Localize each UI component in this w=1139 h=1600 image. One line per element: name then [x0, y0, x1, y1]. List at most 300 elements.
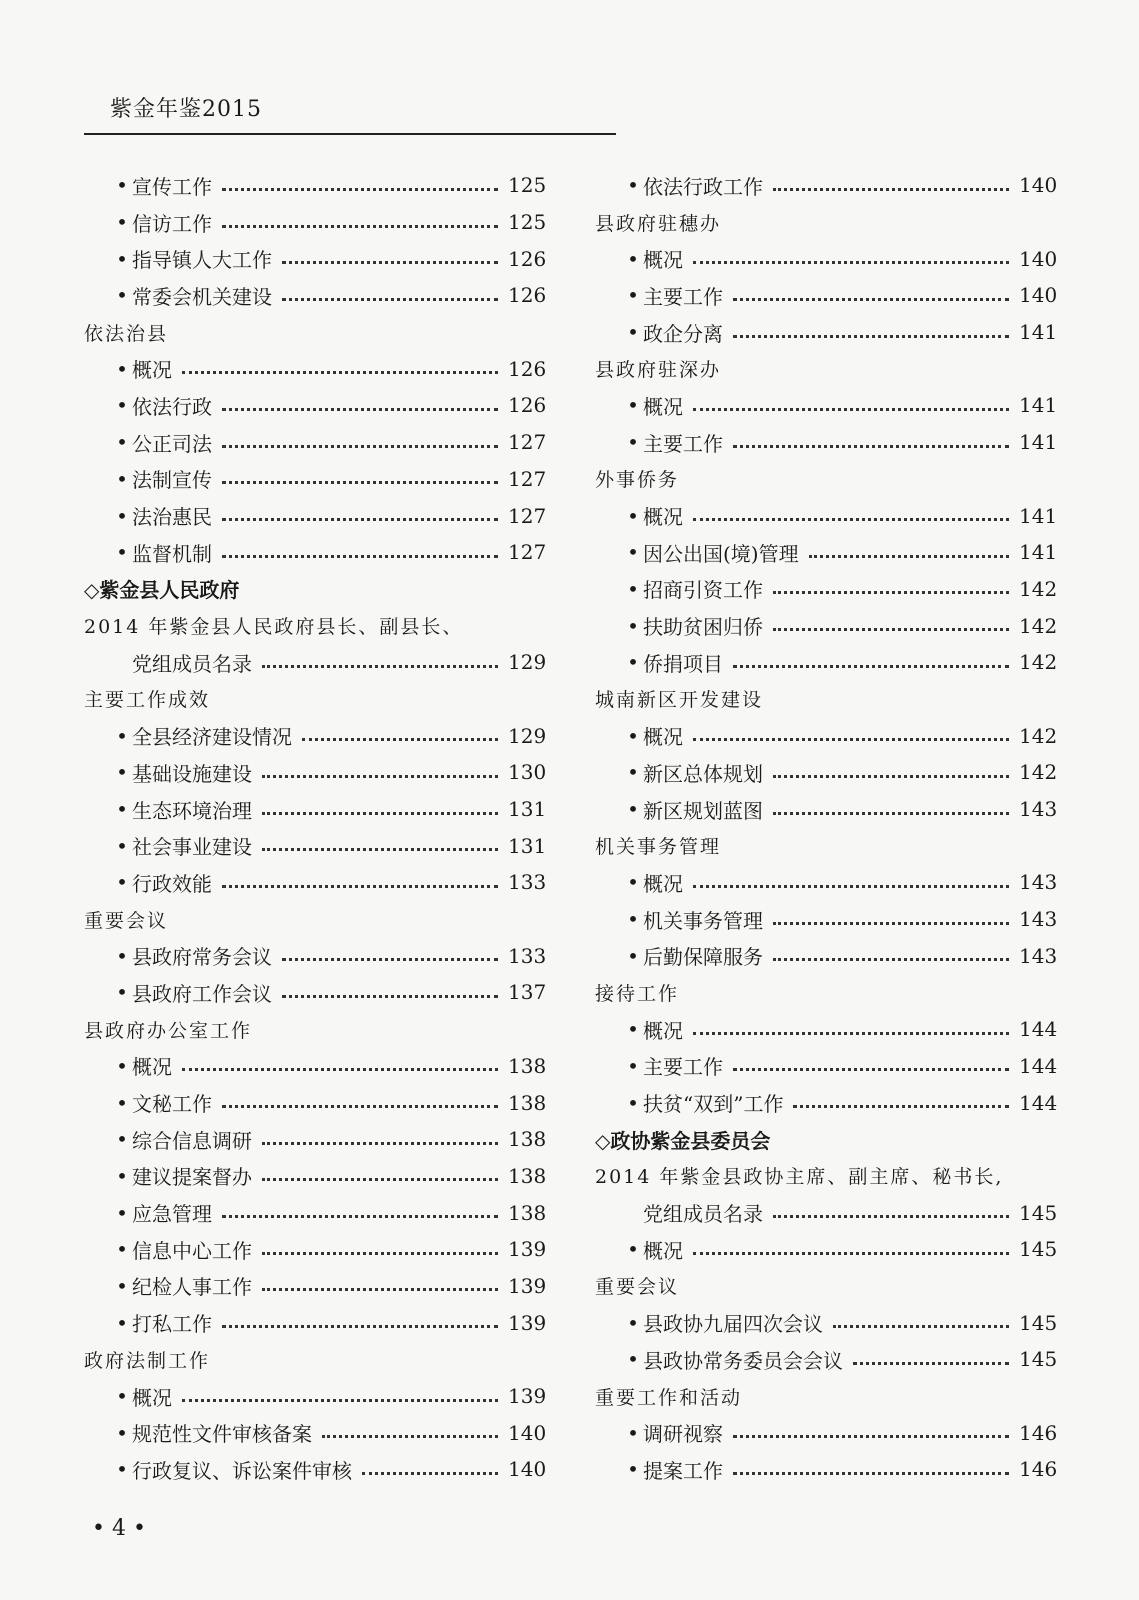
- dot-leader: [773, 591, 1009, 594]
- dot-leader: [693, 885, 1009, 888]
- toc-entry-page: 141: [1019, 540, 1058, 565]
- toc-entry: [595, 607, 1058, 644]
- bullet-icon: •: [116, 943, 128, 968]
- toc-entry: [595, 754, 1058, 791]
- toc-column-left: [84, 167, 547, 1488]
- bullet-icon: •: [627, 246, 639, 271]
- dot-leader: [222, 1105, 498, 1108]
- toc-entry-page: 131: [508, 833, 547, 858]
- bullet-icon: •: [116, 1200, 128, 1225]
- toc-entry: [84, 791, 547, 828]
- toc-entry-label: 县政协常务委员会会议: [643, 1348, 843, 1373]
- toc-entry: [84, 1194, 547, 1231]
- toc-entry: [595, 1194, 1058, 1231]
- toc-entry-page: 127: [508, 540, 547, 565]
- bullet-icon: •: [627, 1347, 639, 1372]
- bullet-icon: •: [627, 1420, 639, 1445]
- dot-leader: [262, 1252, 498, 1255]
- toc-entry: [84, 1231, 547, 1268]
- page-number: • 4 •: [92, 1516, 146, 1541]
- toc-entry-page: 144: [1019, 1017, 1058, 1042]
- toc-entry-label: 调研视察: [643, 1422, 723, 1447]
- dot-leader: [222, 481, 498, 484]
- toc-entry: [595, 1011, 1058, 1048]
- dot-leader: [302, 738, 498, 741]
- bullet-icon: •: [116, 430, 128, 455]
- toc-entry-page: 139: [508, 1310, 547, 1335]
- toc-entry-page: 131: [508, 797, 547, 822]
- toc-entry-label: 信息中心工作: [132, 1238, 252, 1263]
- dot-leader: [733, 1068, 1009, 1071]
- bullet-icon: •: [627, 430, 639, 455]
- toc-entry: [595, 791, 1058, 828]
- toc-section-heading: [84, 901, 544, 938]
- dot-leader: [262, 775, 498, 778]
- dot-leader: [362, 1472, 498, 1475]
- dot-leader: [182, 1068, 498, 1071]
- dot-leader: [833, 1325, 1009, 1328]
- bullet-icon: •: [116, 797, 128, 822]
- toc-entry-page: 144: [1019, 1090, 1058, 1115]
- toc-entry-page: 140: [508, 1457, 547, 1482]
- toc-entry: [84, 864, 547, 901]
- toc-section-heading: [84, 314, 544, 351]
- dot-leader: [773, 812, 1009, 815]
- toc-entry-label: 扶助贫困归侨: [643, 615, 763, 640]
- toc-entry-page: 145: [1019, 1347, 1058, 1372]
- bullet-icon: •: [627, 1017, 639, 1042]
- toc-entry-page: 138: [508, 1053, 547, 1078]
- toc-entry: [84, 717, 547, 754]
- toc-heading-label: 政府法制工作: [84, 1349, 211, 1372]
- toc-entry-label: 法治惠民: [132, 505, 212, 530]
- toc-section-heading: [595, 461, 1055, 498]
- bullet-icon: •: [116, 1053, 128, 1078]
- toc-entry-label: 新区规划蓝图: [643, 798, 763, 823]
- bullet-icon: •: [116, 833, 128, 858]
- toc-entry-page: 142: [1019, 613, 1058, 638]
- dot-leader: [222, 555, 498, 558]
- toc-entry: [595, 1451, 1058, 1488]
- toc-column-right: [595, 167, 1058, 1488]
- dot-leader: [809, 555, 1009, 558]
- toc-entry-page: 126: [508, 356, 547, 381]
- toc-section-heading: [595, 350, 1055, 387]
- toc-entry-page: 130: [508, 760, 547, 785]
- toc-section-heading: [595, 681, 1055, 718]
- toc-entry-label: 县政府工作会议: [132, 981, 272, 1006]
- toc-entry: [84, 1378, 547, 1415]
- bullet-icon: •: [627, 283, 639, 308]
- toc-entry-label: 县政协九届四次会议: [643, 1312, 823, 1337]
- toc-entry: [595, 424, 1058, 461]
- toc-entry-page: 126: [508, 393, 547, 418]
- toc-entry-page: 140: [1019, 283, 1058, 308]
- dot-leader: [693, 261, 1009, 264]
- toc-entry-page: 139: [508, 1273, 547, 1298]
- toc-entry: [84, 1158, 547, 1195]
- bullet-icon: •: [116, 760, 128, 785]
- toc-entry-label: 行政效能: [132, 871, 212, 896]
- toc-entry: [84, 277, 547, 314]
- toc-section-heading: [84, 1341, 544, 1378]
- bullet-icon: •: [627, 797, 639, 822]
- toc-entry-page: 142: [1019, 760, 1058, 785]
- toc-entry-page: 138: [508, 1090, 547, 1115]
- toc-section-heading: [595, 1268, 1055, 1305]
- toc-entry-label: 概况: [643, 1018, 683, 1043]
- bullet-icon: •: [627, 907, 639, 932]
- dot-leader: [182, 371, 498, 374]
- dot-leader: [222, 408, 498, 411]
- dot-leader: [262, 1288, 498, 1291]
- toc-entry: [84, 387, 547, 424]
- toc-entry-label: 概况: [132, 1385, 172, 1410]
- bullet-icon: •: [627, 540, 639, 565]
- toc-entry: [595, 534, 1058, 571]
- toc-entry: [595, 1414, 1058, 1451]
- toc-entry-label: 侨捐项目: [643, 651, 723, 676]
- running-header: 紫金年鉴2015: [110, 97, 262, 122]
- toc-entry: [84, 644, 547, 681]
- dot-leader: [222, 188, 498, 191]
- toc-entry-page: 139: [508, 1237, 547, 1262]
- toc-heading-label: 2014 年紫金县人民政府县长、副县长、: [84, 616, 464, 639]
- bullet-icon: •: [116, 1310, 128, 1335]
- dot-leader: [282, 261, 498, 264]
- dot-leader: [773, 775, 1009, 778]
- bullet-icon: •: [116, 540, 128, 565]
- dot-leader: [282, 298, 498, 301]
- dot-leader: [733, 335, 1009, 338]
- bullet-icon: •: [116, 1457, 128, 1482]
- toc-major-heading: [595, 1121, 1055, 1158]
- toc-entry-page: 142: [1019, 576, 1058, 601]
- bullet-icon: •: [627, 723, 639, 748]
- toc-section-heading: [595, 974, 1055, 1011]
- toc-entry: [84, 1048, 547, 1085]
- toc-entry-label: 县政府常务会议: [132, 945, 272, 970]
- toc-entry-page: 133: [508, 870, 547, 895]
- bullet-icon: •: [627, 1053, 639, 1078]
- toc-entry-page: 141: [1019, 320, 1058, 345]
- bullet-icon: •: [627, 1237, 639, 1262]
- toc-entry-page: 127: [508, 430, 547, 455]
- toc-entry: [595, 240, 1058, 277]
- toc-entry-page: 140: [1019, 246, 1058, 271]
- toc-entry-page: 142: [1019, 650, 1058, 675]
- bullet-icon: •: [116, 1420, 128, 1445]
- toc-entry-page: 137: [508, 980, 547, 1005]
- dot-leader: [733, 298, 1009, 301]
- toc-entry-page: 145: [1019, 1310, 1058, 1335]
- toc-entry-label: 依法行政工作: [643, 174, 763, 199]
- dot-leader: [282, 958, 498, 961]
- toc-entry-label: 概况: [132, 1055, 172, 1080]
- toc-entry-label: 依法行政: [132, 394, 212, 419]
- toc-entry-label: 纪检人事工作: [132, 1275, 252, 1300]
- toc-heading-label: 城南新区开发建设: [595, 689, 764, 712]
- toc-entry-page: 138: [508, 1163, 547, 1188]
- toc-entry: [595, 1304, 1058, 1341]
- toc-entry-page: 127: [508, 466, 547, 491]
- toc-entry: [84, 350, 547, 387]
- bullet-icon: •: [116, 246, 128, 271]
- bullet-icon: •: [116, 1237, 128, 1262]
- dot-leader: [262, 665, 498, 668]
- toc-entry-label: 概况: [643, 725, 683, 750]
- toc-entry: [595, 901, 1058, 938]
- toc-entry-label: 信访工作: [132, 211, 212, 236]
- toc-heading-label: 县政府办公室工作: [84, 1019, 253, 1042]
- toc-entry: [84, 1304, 547, 1341]
- toc-entry-label: 概况: [643, 248, 683, 273]
- toc-entry-page: 145: [1019, 1200, 1058, 1225]
- toc-entry-page: 133: [508, 943, 547, 968]
- bullet-icon: •: [627, 870, 639, 895]
- bullet-icon: •: [116, 1163, 128, 1188]
- bullet-icon: •: [116, 466, 128, 491]
- bullet-icon: •: [116, 1090, 128, 1115]
- toc-heading-label: 重要工作和活动: [595, 1386, 743, 1409]
- toc-entry-label: 行政复议、诉讼案件审核: [132, 1458, 352, 1483]
- toc-section-heading: [595, 1158, 1055, 1195]
- bullet-icon: •: [116, 1127, 128, 1152]
- dot-leader: [693, 408, 1009, 411]
- dot-leader: [222, 518, 498, 521]
- bullet-icon: •: [627, 760, 639, 785]
- bullet-icon: •: [627, 613, 639, 638]
- dot-leader: [773, 1215, 1009, 1218]
- dot-leader: [773, 188, 1009, 191]
- toc-entry-label: 招商引资工作: [643, 578, 763, 603]
- toc-entry-label: 概况: [643, 394, 683, 419]
- toc-entry: [84, 974, 547, 1011]
- toc-heading-label: 机关事务管理: [595, 836, 722, 859]
- bullet-icon: •: [627, 1457, 639, 1482]
- toc-entry-label: 党组成员名录: [643, 1202, 763, 1227]
- toc-entry-label: 扶贫“双到”工作: [643, 1092, 784, 1117]
- dot-leader: [693, 1252, 1009, 1255]
- toc-entry: [84, 204, 547, 241]
- toc-section-heading: [84, 681, 544, 718]
- toc-entry: [84, 1121, 547, 1158]
- toc-entry: [84, 1268, 547, 1305]
- dot-leader: [773, 958, 1009, 961]
- dot-leader: [693, 1032, 1009, 1035]
- dot-leader: [733, 1435, 1009, 1438]
- toc-entry-label: 后勤保障服务: [643, 945, 763, 970]
- toc-entry-page: 138: [508, 1200, 547, 1225]
- toc-entry-label: 党组成员名录: [132, 651, 252, 676]
- dot-leader: [322, 1435, 498, 1438]
- toc-entry-label: 监督机制: [132, 541, 212, 566]
- dot-leader: [853, 1362, 1009, 1365]
- toc-entry: [595, 167, 1058, 204]
- toc-entry-label: 新区总体规划: [643, 761, 763, 786]
- bullet-icon: •: [116, 503, 128, 528]
- toc-heading-label: 接待工作: [595, 982, 680, 1005]
- toc-entry-page: 146: [1019, 1420, 1058, 1445]
- toc-entry: [595, 1231, 1058, 1268]
- toc-entry-label: 概况: [643, 1238, 683, 1263]
- toc-section-heading: [595, 827, 1055, 864]
- toc-heading-label: ◇紫金县人民政府: [84, 578, 240, 603]
- toc-entry-page: 145: [1019, 1237, 1058, 1262]
- toc-entry-page: 141: [1019, 430, 1058, 455]
- toc-entry-label: 文秘工作: [132, 1092, 212, 1117]
- toc-entry-label: 机关事务管理: [643, 908, 763, 933]
- toc-entry: [595, 644, 1058, 681]
- dot-leader: [262, 1178, 498, 1181]
- bullet-icon: •: [116, 356, 128, 381]
- bullet-icon: •: [627, 393, 639, 418]
- toc-entry: [595, 937, 1058, 974]
- toc-entry-page: 143: [1019, 870, 1058, 895]
- bullet-icon: •: [627, 1090, 639, 1115]
- dot-leader: [262, 848, 498, 851]
- dot-leader: [222, 885, 498, 888]
- toc-entry: [84, 827, 547, 864]
- dot-leader: [222, 1215, 498, 1218]
- toc-entry-label: 提案工作: [643, 1458, 723, 1483]
- toc-entry-label: 主要工作: [643, 431, 723, 456]
- toc-entry-label: 法制宣传: [132, 468, 212, 493]
- bullet-icon: •: [116, 393, 128, 418]
- toc-entry: [84, 534, 547, 571]
- toc-entry-label: 主要工作: [643, 284, 723, 309]
- toc-heading-label: 县政府驻穗办: [595, 212, 722, 235]
- dot-leader: [793, 1105, 1009, 1108]
- toc-entry-page: 143: [1019, 797, 1058, 822]
- toc-entry-page: 129: [508, 723, 547, 748]
- toc-entry-label: 概况: [132, 358, 172, 383]
- toc-entry-label: 应急管理: [132, 1202, 212, 1227]
- toc-entry: [595, 387, 1058, 424]
- dot-leader: [693, 738, 1009, 741]
- toc-entry-label: 社会事业建设: [132, 835, 252, 860]
- bullet-icon: •: [116, 283, 128, 308]
- toc-entry: [84, 240, 547, 277]
- toc-entry-page: 125: [508, 210, 547, 235]
- toc-entry-page: 144: [1019, 1053, 1058, 1078]
- toc-entry-page: 138: [508, 1127, 547, 1152]
- toc-section-heading: [84, 1011, 544, 1048]
- toc-heading-label: 外事侨务: [595, 469, 680, 492]
- toc-entry-page: 141: [1019, 393, 1058, 418]
- toc-major-heading: [84, 571, 544, 608]
- toc-heading-label: 2014 年紫金县政协主席、副主席、秘书长,: [595, 1166, 1004, 1189]
- dot-leader: [733, 1472, 1009, 1475]
- toc-entry-page: 139: [508, 1384, 547, 1409]
- toc-entry: [595, 314, 1058, 351]
- dot-leader: [733, 445, 1009, 448]
- toc-entry-page: 125: [508, 173, 547, 198]
- dot-leader: [693, 518, 1009, 521]
- toc-entry-label: 因公出国(境)管理: [643, 541, 799, 566]
- toc-entry-label: 政企分离: [643, 321, 723, 346]
- bullet-icon: •: [627, 576, 639, 601]
- toc-entry-label: 全县经济建设情况: [132, 725, 292, 750]
- toc-entry: [84, 497, 547, 534]
- toc-entry: [84, 1084, 547, 1121]
- dot-leader: [282, 995, 498, 998]
- toc-entry-label: 生态环境治理: [132, 798, 252, 823]
- header-rule: [84, 133, 616, 135]
- toc-entry-page: 141: [1019, 503, 1058, 528]
- toc-entry-page: 127: [508, 503, 547, 528]
- toc-entry-label: 规范性文件审核备案: [132, 1422, 312, 1447]
- dot-leader: [222, 225, 498, 228]
- toc-section-heading: [595, 1378, 1055, 1415]
- toc-entry-label: 基础设施建设: [132, 761, 252, 786]
- toc-entry: [595, 1084, 1058, 1121]
- toc-entry: [84, 1451, 547, 1488]
- toc-entry: [84, 754, 547, 791]
- dot-leader: [773, 922, 1009, 925]
- toc-entry-page: 129: [508, 650, 547, 675]
- toc-heading-label: 重要会议: [84, 909, 169, 932]
- toc-heading-label: ◇政协紫金县委员会: [595, 1128, 771, 1153]
- toc-entry-label: 概况: [643, 505, 683, 530]
- bullet-icon: •: [116, 210, 128, 235]
- bullet-icon: •: [116, 723, 128, 748]
- toc-entry: [84, 167, 547, 204]
- toc-section-heading: [595, 204, 1055, 241]
- toc-entry: [84, 1414, 547, 1451]
- bullet-icon: •: [627, 943, 639, 968]
- toc-entry-label: 公正司法: [132, 431, 212, 456]
- dot-leader: [182, 1399, 498, 1402]
- toc-entry: [595, 571, 1058, 608]
- toc-entry-page: 140: [1019, 173, 1058, 198]
- toc-heading-label: 主要工作成效: [84, 689, 211, 712]
- toc-entry-label: 综合信息调研: [132, 1128, 252, 1153]
- toc-entry-label: 宣传工作: [132, 174, 212, 199]
- toc-entry-page: 140: [508, 1420, 547, 1445]
- toc-heading-label: 县政府驻深办: [595, 359, 722, 382]
- toc-entry-label: 打私工作: [132, 1312, 212, 1337]
- toc-entry: [595, 277, 1058, 314]
- toc-entry-page: 142: [1019, 723, 1058, 748]
- toc-entry: [84, 424, 547, 461]
- bullet-icon: •: [116, 1384, 128, 1409]
- toc-entry-page: 143: [1019, 907, 1058, 932]
- toc-entry: [595, 497, 1058, 534]
- toc-entry-page: 126: [508, 283, 547, 308]
- toc-entry: [595, 1341, 1058, 1378]
- dot-leader: [262, 1142, 498, 1145]
- bullet-icon: •: [627, 503, 639, 528]
- toc-entry-page: 146: [1019, 1457, 1058, 1482]
- dot-leader: [733, 665, 1009, 668]
- toc-entry-page: 143: [1019, 943, 1058, 968]
- bullet-icon: •: [627, 320, 639, 345]
- bullet-icon: •: [116, 980, 128, 1005]
- toc-entry: [595, 864, 1058, 901]
- dot-leader: [773, 628, 1009, 631]
- toc-entry-label: 常委会机关建设: [132, 284, 272, 309]
- toc-section-heading: [84, 607, 544, 644]
- toc-entry-label: 指导镇人大工作: [132, 248, 272, 273]
- bullet-icon: •: [116, 870, 128, 895]
- bullet-icon: •: [627, 1310, 639, 1335]
- bullet-icon: •: [116, 1273, 128, 1298]
- bullet-icon: •: [627, 173, 639, 198]
- toc-entry-label: 主要工作: [643, 1055, 723, 1080]
- dot-leader: [222, 445, 498, 448]
- toc-entry: [84, 937, 547, 974]
